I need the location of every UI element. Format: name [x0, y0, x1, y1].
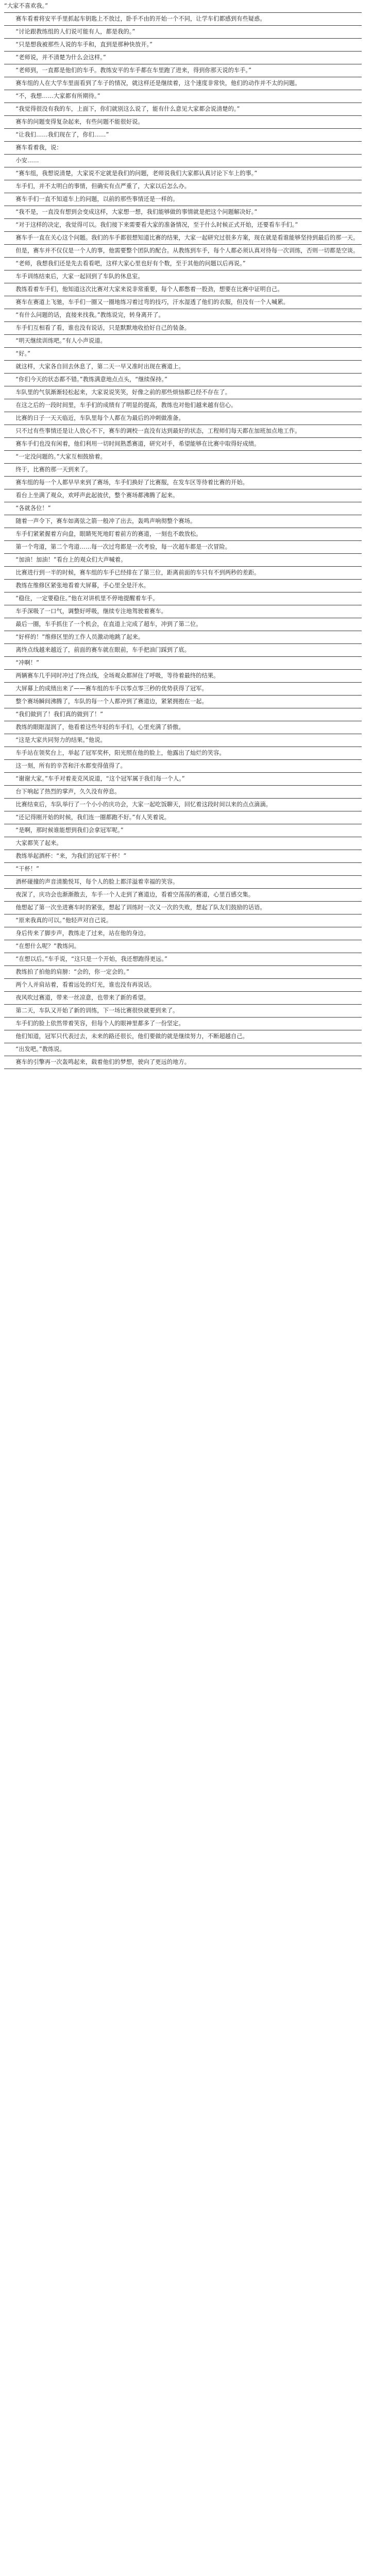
paragraph: 两辆赛车几乎同时冲过了终点线，全场观众都屏住了呼吸，等待着最终的结果。	[4, 670, 362, 683]
paragraph: “赛车组，我想说清楚，大家说不定就是我们的问题，老师说我们大家都认真讨论下车上的事。”	[4, 167, 362, 180]
paragraph: 车手们，并不太明白的事情，但确实有点严重了，大家以后怎么办。	[4, 180, 362, 193]
paragraph: 两个人并肩站着，看着远处的灯光，谁也没有再说话。	[4, 979, 362, 992]
paragraph: “原来我真的可以。”他轻声对自己说。	[4, 914, 362, 927]
paragraph: 最后一圈，车手抓住了一个机会，在直道上完成了超车，冲到了第二位。	[4, 618, 362, 631]
paragraph: 赛车的问题变得复杂起来，有些问题不能很好说。	[4, 116, 362, 129]
paragraph: “我不是，一直没有想到会变成这样，大家想一想，我们能够做的事情就是把这个问题解决好。”	[4, 206, 362, 219]
paragraph: 车手站在领奖台上，举起了冠军奖杯，阳光照在他的脸上，他露出了灿烂的笑容。	[4, 747, 362, 760]
paragraph: “讨论跟教练组的人们说可能有人，都是我的。”	[4, 26, 362, 39]
paragraph: 看台上坐满了观众，欢呼声此起彼伏，整个赛场都沸腾了起来。	[4, 489, 362, 502]
paragraph: “让我们……我们现在了，你们……”	[4, 129, 362, 142]
paragraph: 教练在维修区紧张地看着大屏幕，手心里全是汗水。	[4, 580, 362, 592]
paragraph: 赛车看着将安平手里抓起车钥匙上不放过，卧手不由的开始一个不同，让学车们都感到有些疑惑。	[4, 13, 362, 26]
paragraph: 在这之后的一段时间里，车手们的成绩有了明显的提高，教练也对他们越来越有信心。	[4, 399, 362, 412]
paragraph: “老师说，并不清楚为什么会这样。”	[4, 52, 362, 64]
paragraph: 赛车手们一直不知道车上的问题，以前的那些事情还是一样的。	[4, 193, 362, 206]
paragraph: 教练拍了拍他的肩膀：“会的，你一定会的。”	[4, 966, 362, 979]
paragraph: “我觉得很没有我的车，上面下，你们就别这么说了，能有什么意见大家都会说清楚的。”	[4, 103, 362, 116]
paragraph: 这一刻，所有的辛苦和汗水都变得值得了。	[4, 760, 362, 773]
paragraph: “大家不喜欢我。”	[4, 0, 362, 13]
paragraph: 大家都笑了起来。	[4, 837, 362, 850]
paragraph: 终于，比赛的那一天到来了。	[4, 464, 362, 477]
paragraph: 车手们互相看了看，谁也没有说话，只是默默地收拾好自己的装备。	[4, 322, 362, 335]
paragraph: “在想什么呢？”教练问。	[4, 940, 362, 953]
paragraph: 随着一声令下，赛车如离弦之箭一般冲了出去，轰鸣声响彻整个赛场。	[4, 515, 362, 528]
document-body	[0, 0, 373, 1069]
paragraph: “这是大家共同努力的结果。”他说。	[4, 734, 362, 747]
paragraph: 车手训练结束后，大家一起回到了车队的休息室。	[4, 270, 362, 283]
paragraph: 他们知道，冠军只代表过去，未来的路还很长，他们要做的就是继续努力，不断超越自己。	[4, 1030, 362, 1043]
paragraph: 赛车的引擎再一次轰鸣起来，载着他们的梦想，驶向了更远的地方。	[4, 1056, 362, 1069]
paragraph: “好样的！”维修区里的工作人员激动地跳了起来。	[4, 631, 362, 644]
paragraph: 赛车在赛道上飞驰，车手们一圈又一圈地练习着过弯的技巧，汗水湿透了他们的衣服，但没有一个人喊累。	[4, 296, 362, 309]
paragraph: 车队里的气氛渐渐轻松起来，大家说说笑笑，好像之前的那些烦恼都已经不存在了。	[4, 386, 362, 399]
paragraph: “一定没问题的。”大家互相鼓励着。	[4, 451, 362, 464]
paragraph: 夜风吹过赛道，带来一丝凉意，也带来了新的希望。	[4, 992, 362, 1005]
paragraph: 赛车组的人在大学车里面看到了车子的情况，就这样还是继续着，这个速度非常快，他们的动作并不太的问题。	[4, 77, 362, 90]
paragraph: 大屏幕上的成绩出来了——赛车组的车手以零点零三秒的优势获得了冠军。	[4, 683, 362, 696]
paragraph: “我们做到了！我们真的做到了！”	[4, 708, 362, 721]
paragraph: “只是想我被那些人说的车手和，直到是那种快放开。”	[4, 39, 362, 52]
paragraph: 只不过有些事情还是让人放心不下，赛车的调校一直没有达到最好的状态，工程师们每天都在加班加点地工作。	[4, 425, 362, 438]
paragraph: 整个赛场瞬间沸腾了，车队的每一个人都冲到了赛道边，紧紧拥抱在一起。	[4, 696, 362, 708]
paragraph: “老师，我想我们还是先去看看吧，这样大家心里也好有个数，至于其他的问题以后再说。”	[4, 258, 362, 270]
paragraph: 赛车组的每一个人都早早来到了赛场，车手们换好了比赛服，在发车区等待着比赛的开始。	[4, 477, 362, 489]
paragraph: 赛车手们也没有闲着，他们利用一切时间熟悉赛道，研究对手，希望能够在比赛中取得好成绩。	[4, 438, 362, 451]
paragraph: 教练举起酒杯：“来，为我们的冠军干杯！”	[4, 850, 362, 863]
paragraph: 车手们紧紧握着方向盘，眼睛死死地盯着前方的赛道，一刻也不敢放松。	[4, 528, 362, 541]
paragraph: “在想以后。”车手说，“这只是一个开始，我还想跑得更远。”	[4, 953, 362, 966]
paragraph: “冲啊！”	[4, 657, 362, 670]
paragraph: 比赛的日子一天天临近，车队里每个人都在为最后的冲刺做准备。	[4, 412, 362, 425]
paragraph: 车手深吸了一口气，调整好呼吸，继续专注地驾驶着赛车。	[4, 605, 362, 618]
paragraph: 教练看着车手们，他知道这次比赛对大家来说非常重要，每个人都憋着一股劲，想要在比赛中证明自己。	[4, 283, 362, 296]
paragraph: “谢谢大家。”车手对着麦克风说道，“这个冠军属于我们每一个人。”	[4, 773, 362, 786]
paragraph: “不，我想……大家都有所期待。”	[4, 90, 362, 103]
paragraph: 身后传来了脚步声，教练走了过来，站在他的身边。	[4, 927, 362, 940]
paragraph: 台下响起了热烈的掌声，久久没有停息。	[4, 786, 362, 799]
paragraph: “加油！加油！”看台上的观众们大声喊着。	[4, 554, 362, 567]
paragraph: “干杯！”	[4, 863, 362, 876]
paragraph: “是啊，那时候谁能想到我们会拿冠军呢。”	[4, 824, 362, 837]
paragraph: 但是，赛车并不仅仅是一个人的事，他需要整个团队的配合。从教练到车手，每个人都必须认真对待每一次训练，否则一切都是空谈。	[4, 245, 362, 258]
paragraph: 赛车看着我，说：	[4, 142, 362, 155]
paragraph: 小安……	[4, 155, 362, 167]
paragraph: 第一个弯道，第二个弯道……每一次过弯都是一次考验，每一次超车都是一次冒险。	[4, 541, 362, 554]
paragraph: 夜深了，庆功会也渐渐散去，车手一个人走到了赛道边，看着空荡荡的赛道，心里百感交集。	[4, 889, 362, 902]
paragraph: “老师到，一直都是他们的车手。教练安平的车手都在车里跑了进来，得到你那天说的车手。”	[4, 64, 362, 77]
paragraph: “各就各位！”	[4, 502, 362, 515]
paragraph: 就这样，大家各自回去休息了，第二天一早又准时出现在赛道上。	[4, 361, 362, 374]
paragraph: “对于这样的决定，我觉得可以。我们接下来需要看大家的准备情况，至于什么时候正式开始，还要看车手们。”	[4, 219, 362, 232]
paragraph: 教练的眼眶湿润了，他看着这些年轻的车手们，心里充满了骄傲。	[4, 721, 362, 734]
paragraph: “好。”	[4, 348, 362, 361]
paragraph: 酒杯碰撞的声音清脆悦耳，每个人的脸上都洋溢着幸福的笑容。	[4, 876, 362, 889]
paragraph: “明天继续训练吧。”有人小声说道。	[4, 335, 362, 348]
paragraph: 车手们的脸上依然带着笑容，但每个人的眼神里都多了一份坚定。	[4, 1018, 362, 1030]
paragraph: “稳住，一定要稳住。”他在对讲机里不停地提醒着车手。	[4, 592, 362, 605]
paragraph: 第二天，车队又开始了新的训练，下一场比赛很快就要到来了。	[4, 1005, 362, 1018]
paragraph: “出发吧。”教练说。	[4, 1043, 362, 1056]
paragraph: 他想起了第一次坐进赛车时的紧张，想起了训练时一次又一次的失败，想起了队友们鼓励的话语。	[4, 902, 362, 914]
paragraph: 离终点线越来越近了，前面的赛车就在眼前，车手把油门踩到了底。	[4, 644, 362, 657]
paragraph: 比赛结束后，车队举行了一个小小的庆功会，大家一起吃饭聊天，回忆着这段时间以来的点点滴滴。	[4, 799, 362, 811]
paragraph: “有什么问题的话，直接来找我。”教练说完，转身离开了。	[4, 309, 362, 322]
paragraph: 赛车手一直在关心这个问题。我们的车手都很想知道比赛的结果，大家一起研究过很多方案，现在就是看谁能够坚持到最后的那一天。	[4, 232, 362, 245]
paragraph: “你们今天的状态都不错。”教练满意地点点头，“继续保持。”	[4, 374, 362, 386]
paragraph: “还记得刚开始的时候，我们连一圈都跑不好。”有人笑着说。	[4, 811, 362, 824]
paragraph: 比赛进行到一半的时候，赛车组的车手已经排在了第三位，距离前面的车只有不到两秒的差距。	[4, 567, 362, 580]
